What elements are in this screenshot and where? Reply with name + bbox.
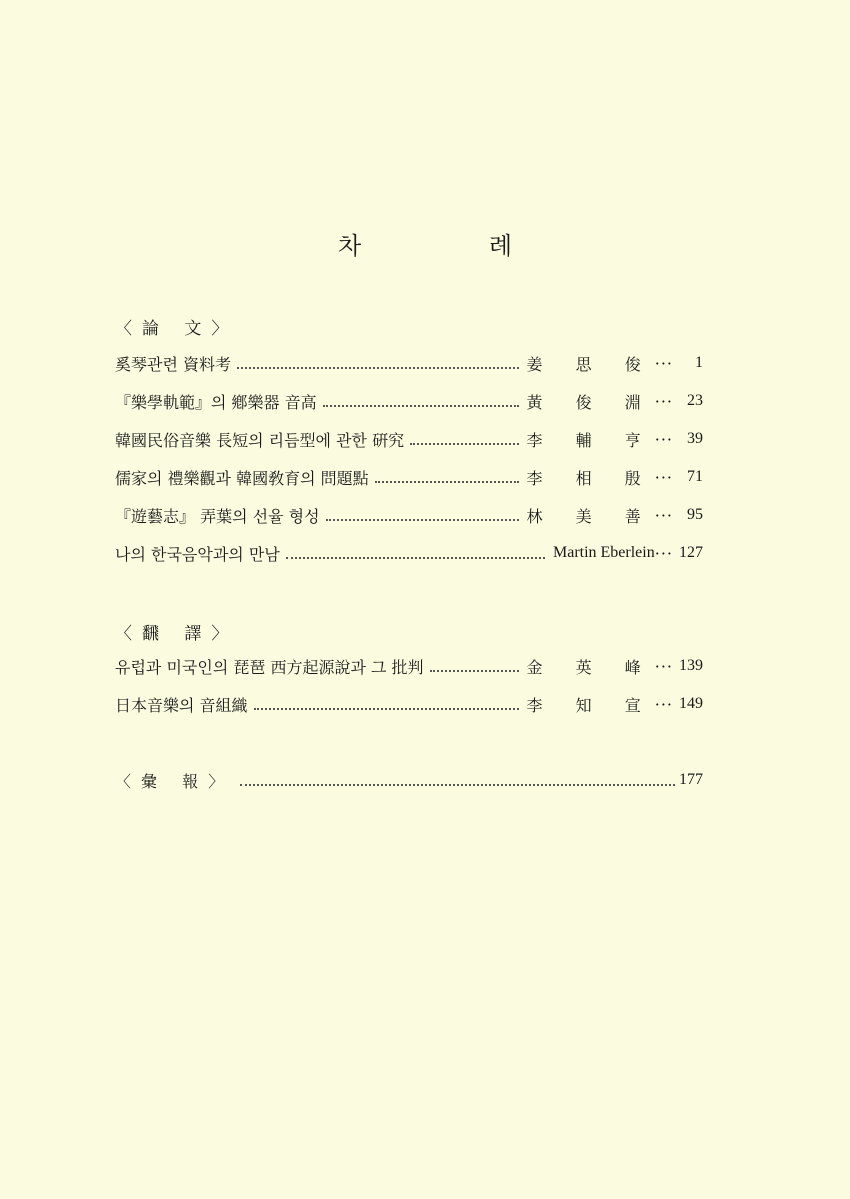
separator: ···	[654, 505, 673, 525]
entry-page: 71	[687, 468, 703, 485]
toc-entry[interactable]	[115, 388, 703, 414]
toc-entry[interactable]	[115, 540, 703, 566]
entry-page: 177	[679, 771, 703, 788]
entry-title: 『樂學軌範』의 鄕樂器 音高	[115, 392, 317, 412]
entry-title: 유럽과 미국인의 琵琶 西方起源說과 그 批判	[115, 657, 424, 677]
entry-author: 林 美 善	[526, 506, 655, 526]
dot-leader	[240, 784, 675, 786]
entry-page: 1	[695, 354, 703, 371]
entry-author: Martin Eberlein	[552, 544, 655, 561]
toc-entry[interactable]	[115, 350, 703, 376]
page-title: 차 례	[338, 232, 572, 260]
dot-leader	[286, 557, 545, 559]
separator: ···	[654, 391, 673, 411]
section-heading-news: 〈彙 報〉	[115, 771, 235, 791]
entry-title: 日本音樂의 音組織	[115, 695, 248, 715]
entry-page: 127	[679, 544, 703, 561]
entry-page: 23	[687, 392, 703, 409]
separator: ···	[654, 353, 673, 373]
entry-author: 黃 俊 淵	[526, 392, 655, 412]
separator: ···	[654, 467, 673, 487]
entry-title: 韓國民俗音樂 長短의 리듬型에 관한 硏究	[115, 430, 405, 450]
entry-author: 李 輔 亨	[526, 430, 655, 450]
separator: ···	[654, 543, 673, 563]
toc-entry-news[interactable]	[115, 767, 703, 793]
entry-author: 金 英 峰	[526, 657, 655, 677]
separator: ···	[654, 429, 673, 449]
entry-author: 李 相 殷	[526, 468, 655, 488]
entry-author: 李 知 宣	[526, 695, 655, 715]
separator: ···	[654, 656, 673, 676]
dot-leader	[410, 443, 518, 445]
entry-page: 95	[687, 506, 703, 523]
toc-entry[interactable]	[115, 691, 703, 717]
dot-leader	[254, 708, 519, 710]
entry-title: 奚琴관련 資料考	[115, 354, 231, 374]
entry-author: 姜 思 俊	[526, 354, 655, 374]
entry-page: 139	[679, 657, 703, 674]
section-heading-papers: 〈論 文〉	[115, 319, 239, 339]
entry-title: 儒家의 禮樂觀과 韓國敎育의 問題點	[115, 468, 369, 488]
dot-leader	[430, 670, 519, 672]
dot-leader	[326, 519, 519, 521]
dot-leader	[323, 405, 519, 407]
toc-entry[interactable]	[115, 464, 703, 490]
section-heading-translations: 〈飜 譯〉	[115, 624, 239, 644]
dot-leader	[375, 481, 519, 483]
entry-title: 『遊藝志』 弄葉의 선율 형성	[115, 506, 320, 526]
dot-leader	[237, 367, 519, 369]
toc-entry[interactable]	[115, 502, 703, 528]
separator: ···	[654, 694, 673, 714]
entry-page: 39	[687, 430, 703, 447]
toc-entry[interactable]	[115, 426, 703, 452]
entry-page: 149	[679, 695, 703, 712]
entry-title: 나의 한국음악과의 만남	[115, 544, 280, 564]
toc-entry[interactable]	[115, 653, 703, 679]
